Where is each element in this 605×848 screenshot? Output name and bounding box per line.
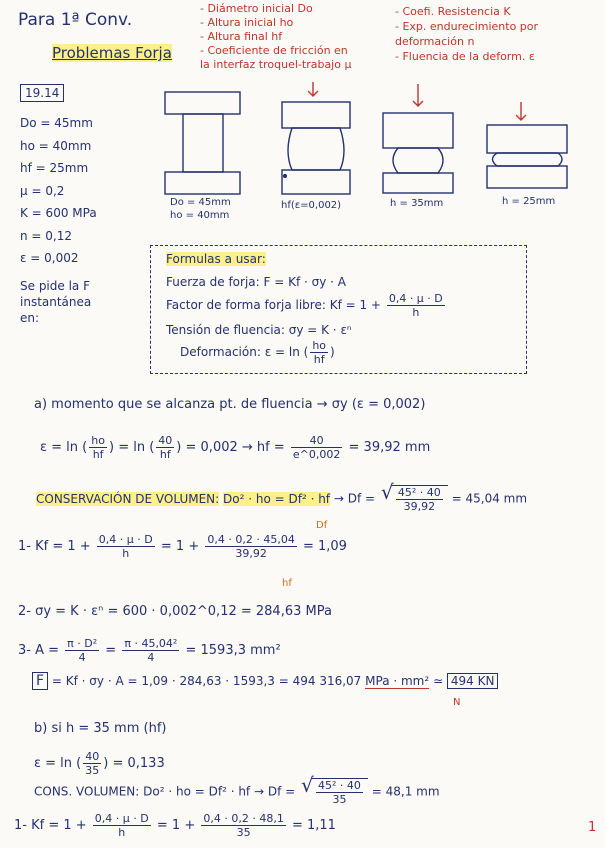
diagram-label-h35: h = 35mm (390, 198, 444, 209)
part-a-heading: a) momento que se alcanza pt. de fluencia → σy (ε = 0,002) (34, 397, 426, 412)
frac-den: hf (159, 448, 171, 461)
ask-line: en: (20, 311, 40, 325)
frac-den: h (122, 547, 130, 560)
eq-part: 1- Kf = 1 + (18, 539, 91, 554)
force-result: 494 KN (447, 673, 499, 689)
eq-part: 1- Kf = 1 + (14, 818, 87, 833)
fraction (387, 292, 445, 319)
eq-result: = 45,04 mm (451, 491, 528, 506)
given-item: hf = 25mm (20, 161, 89, 175)
frac-num: √ 45² · 40 (397, 486, 441, 499)
part-a-volume-line (36, 485, 527, 513)
fraction (396, 486, 443, 513)
eq-result: = 1593,3 mm² (185, 643, 281, 658)
page-number: 1 (588, 820, 597, 835)
legend-item: - Exp. endurecimiento por (395, 20, 539, 33)
formula-strain: Deformación: ε = ln ( $\frac{ho}{hf}$ ) (180, 339, 335, 366)
legend-item: - Fluencia de la deform. ε (395, 50, 535, 63)
ask-line: Se pide la F (20, 279, 90, 293)
formula-force: Fuerza de forja: F = Kf · σy · A (166, 275, 346, 289)
part-b-heading: b) si h = 35 mm (hf) (34, 721, 167, 736)
part-a-strain-line: ε = ln ( $\frac{ho}{hf}$ ) = ln ( $\frac{40}{hf}$ ) = 0,002 → hf = $\frac{40}{e\^{}0,002}$ = 39,92 mm (40, 434, 431, 461)
eq-result: = 1,09 (302, 539, 347, 554)
diagram-yield (282, 82, 350, 194)
sqrt (391, 485, 448, 513)
note-df: Df (316, 520, 328, 531)
formulas-title: Formulas a usar: (166, 252, 266, 266)
legend-item: - Altura final hf (200, 30, 283, 43)
frac-num: 0,4 · μ · D (98, 533, 153, 546)
diagram-h35 (383, 84, 453, 193)
sqrt (311, 778, 368, 806)
eq-part: = ln (118, 440, 146, 455)
legend-left (200, 2, 351, 72)
part-a-kf-line (18, 533, 347, 560)
frac-den: 35 (85, 764, 100, 777)
legend-item: deformación n (395, 35, 475, 48)
frac-den: h (412, 306, 420, 319)
eq-part: = Kf · σy · A = 1,09 · 284,63 · 1593,3 = 494 316,07 (51, 674, 362, 688)
part-b-volume-line (34, 778, 440, 806)
fraction (89, 434, 107, 461)
eq-part: CONS. VOLUMEN: Do² · ho = Df² · hf → Df = (34, 784, 296, 799)
page-title: Para 1ª Conv. (18, 10, 133, 30)
given-item: n = 0,12 (20, 228, 73, 243)
eq-result: = 0,133 (112, 756, 165, 771)
force-label: F (32, 672, 48, 690)
note-hf: hf (282, 578, 292, 589)
frac-den: 4 (78, 651, 86, 664)
problem-number: 19.14 (20, 84, 64, 102)
frac-num: 0,4 · μ · D (388, 292, 443, 305)
legend-item: - Diámetro inicial Do (200, 2, 313, 15)
legend-item: la interfaz troquel-trabajo μ (200, 58, 352, 71)
frac-den: 39,92 (403, 500, 436, 513)
frac-den: 35 (332, 793, 347, 806)
frac-den: hf (313, 353, 325, 366)
diagram-h25 (487, 102, 567, 188)
part-a-area-line: 3- A = $\frac{\text{π · D²}}{4}$ = $\frac{\text{π · 45,04²}}{4}$ = 1593,3 mm² (18, 637, 281, 664)
force-units-note: N (453, 697, 461, 708)
fraction (316, 779, 363, 806)
legend-right (395, 4, 538, 64)
frac-num: ho (91, 434, 105, 447)
eq-result: = 48,1 mm (371, 784, 440, 799)
frac-den: h (118, 826, 126, 839)
ask-line: instantánea (20, 295, 92, 309)
fraction (65, 637, 99, 664)
frac-den: 35 (236, 826, 251, 839)
legend-item: - Coefi. Resistencia K (395, 5, 511, 18)
frac-den: hf (92, 448, 104, 461)
frac-num: 0,4 · 0,2 · 45,04 (207, 533, 295, 546)
frac-den: e^0,002 (292, 448, 341, 461)
given-item: K = 600 MPa (20, 206, 97, 220)
given-item: ε = 0,002 (20, 251, 79, 265)
fraction (97, 533, 155, 560)
frac-den: 4 (147, 651, 155, 664)
formula-lead: Factor de forma forja libre: Kf = 1 + (166, 298, 381, 312)
given-item: μ = 0,2 (20, 183, 65, 198)
frac-num: ho (312, 339, 327, 352)
fraction (93, 812, 151, 839)
fraction (83, 750, 101, 777)
frac-num: 0,4 · 0,2 · 48,1 (203, 812, 284, 825)
fraction (205, 533, 296, 560)
frac-num: π · 45,04² (124, 637, 178, 650)
diagram-label-line: Do = 45mm (170, 197, 231, 208)
fraction (201, 812, 285, 839)
eq-part: = 1 + (156, 818, 196, 833)
fraction (291, 434, 342, 461)
diagram-label-line: ho = 40mm (170, 210, 230, 221)
fraction (156, 434, 174, 461)
frac-num: 40 (85, 750, 100, 763)
given-item: ho = 40mm (20, 138, 92, 153)
eq-result: = 1,11 (291, 818, 336, 833)
legend-item: - Coeficiente de fricción en (200, 44, 348, 57)
diagram-label-initial (170, 196, 231, 222)
frac-num: π · D² (67, 637, 98, 650)
frac-num: 40 (291, 434, 342, 448)
diagram-initial (165, 92, 240, 194)
eq-part: = 0,002 → hf = (185, 440, 285, 455)
frac-den: 39,92 (235, 547, 267, 560)
part-a-force-line (32, 672, 498, 690)
force-units: MPa · mm² (365, 674, 430, 688)
part-a-sy-line: 2- σy = K · εⁿ = 600 · 0,002^0,12 = 284,63 MPa (18, 604, 332, 619)
formula-lead: Deformación: ε = ln (180, 345, 300, 359)
diagram-label-yield: hf(ε=0,002) (281, 200, 342, 211)
formula-yield-stress: Tensión de fluencia: σy = K · εⁿ (166, 323, 352, 337)
formula-shape-factor (166, 292, 447, 319)
part-b-strain-line: ε = ln ( $\frac{40}{35}$ ) = 0,133 (34, 750, 165, 777)
eq-part: 3- A = (18, 643, 60, 658)
frac-num: √ 45² · 40 (318, 779, 361, 792)
eq-part: ≃ (433, 674, 444, 688)
frac-num: 0,4 · μ · D (94, 812, 149, 825)
eq-result: = 39,92 mm (348, 440, 431, 455)
volume-label: CONSERVACIÓN DE VOLUMEN: (36, 491, 220, 506)
fraction (310, 339, 328, 366)
given-item: Do = 45mm (20, 116, 93, 130)
page-subtitle: Problemas Forja (52, 44, 172, 62)
eq-part: → Df = (333, 491, 376, 506)
diagram-label-h25: h = 25mm (502, 196, 556, 207)
part-b-kf-line (14, 812, 336, 839)
frac-num: 40 (158, 434, 173, 447)
fraction (122, 637, 179, 664)
legend-item: - Altura inicial ho (200, 16, 294, 29)
eq-part: ε = ln (34, 756, 73, 771)
volume-eq: Do² · ho = Df² · hf (223, 491, 331, 506)
eq-part: ε = ln (40, 440, 79, 455)
eq-part: = 1 + (160, 539, 200, 554)
